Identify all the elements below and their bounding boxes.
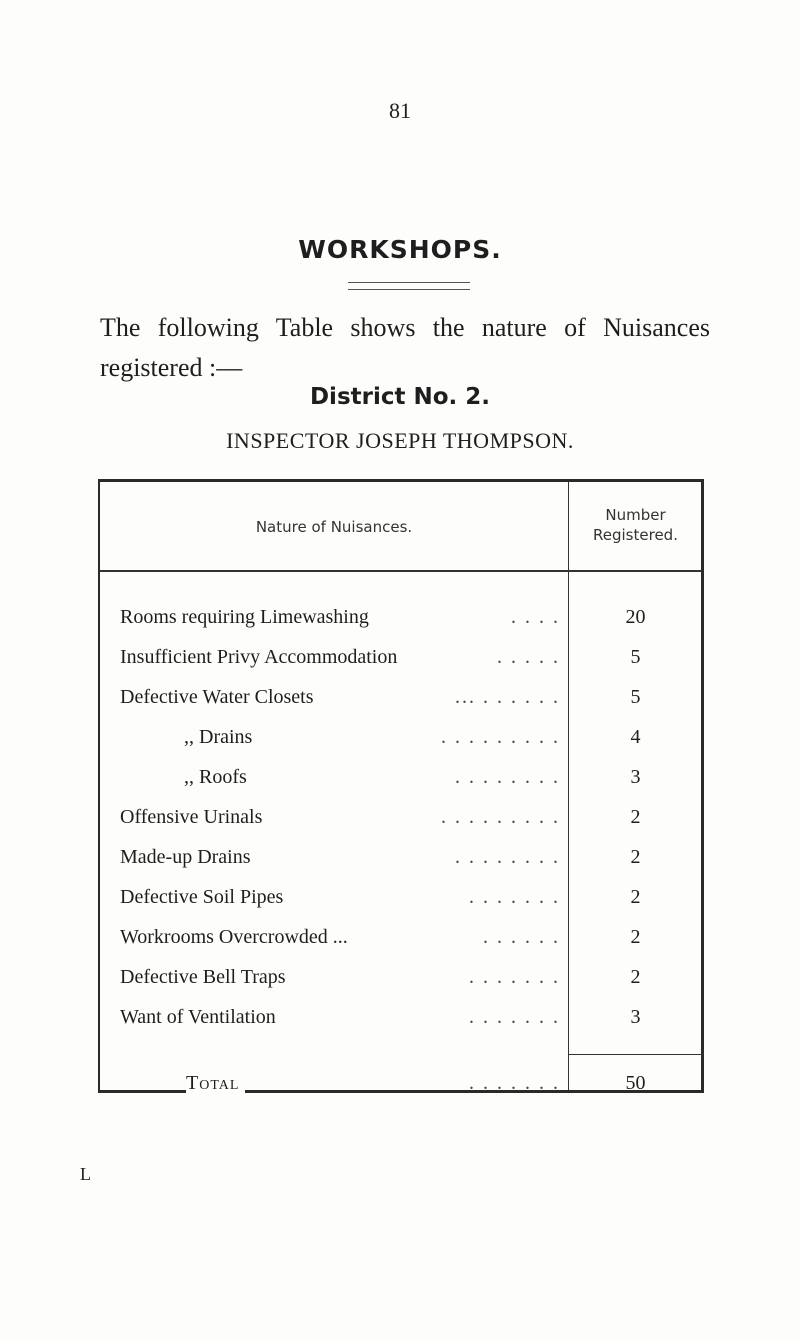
table-row (100, 766, 703, 806)
nuisance-label: Defective Soil Pipes (120, 886, 289, 909)
leader-dots: . . . . . . (483, 926, 560, 948)
leader-dots: . . . . . . . (469, 1072, 560, 1094)
leader-dots: . . . . . . . . . (441, 806, 560, 828)
table-row (100, 1006, 703, 1046)
total-label: Total (186, 1072, 245, 1095)
nuisance-label: ,, Roofs (184, 766, 253, 789)
number-registered: 4 (630, 726, 641, 748)
leader-dots: . . . . . . . (469, 966, 560, 988)
leader-dots: . . . . . . . (469, 886, 560, 908)
number-registered: 2 (630, 966, 641, 988)
number-registered: 5 (630, 686, 641, 708)
header-rule (100, 570, 701, 572)
section-heading: WORKSHOPS. (298, 235, 502, 264)
table-row (100, 886, 703, 926)
table-row (100, 606, 703, 646)
nuisance-label: Want of Ventilation (120, 1006, 282, 1029)
leader-dots: . . . . . (497, 646, 560, 668)
number-registered: 5 (630, 646, 641, 668)
table-row (100, 686, 703, 726)
table-row (100, 926, 703, 966)
column-header-number-text: Number Registered. (593, 506, 678, 544)
number-registered: 2 (630, 886, 641, 908)
leader-dots: ... . . . . . . (455, 686, 560, 708)
nuisance-label: Made-up Drains (120, 846, 257, 869)
number-registered: 2 (630, 806, 641, 828)
number-registered: 3 (630, 1006, 641, 1028)
signature-mark: L (80, 1164, 91, 1184)
nuisance-label: Rooms requiring Limewashing (120, 606, 375, 629)
number-registered: 20 (625, 606, 646, 628)
leader-dots: . . . . . . . . . (441, 726, 560, 748)
total-rule (568, 1054, 703, 1055)
leader-dots: . . . . . . . (469, 1006, 560, 1028)
column-header-nature: Nature of Nuisances. (255, 518, 413, 536)
column-header-number (568, 505, 703, 545)
number-registered: 2 (630, 926, 641, 948)
nuisances-table (98, 479, 704, 1093)
nuisance-label: ,, Drains (184, 726, 258, 749)
page-number: 81 (389, 98, 411, 123)
number-registered: 3 (630, 766, 641, 788)
total-value: 50 (625, 1072, 646, 1094)
table-row (100, 726, 703, 766)
table-row (100, 806, 703, 846)
heading-rule (348, 282, 470, 290)
table-row (100, 646, 703, 686)
leader-dots: . . . . . . . . (455, 846, 560, 868)
nuisance-label: Insufficient Privy Accommodation (120, 646, 403, 669)
nuisance-label: Offensive Urinals (120, 806, 268, 829)
nuisance-label: Workrooms Overcrowded ... (120, 926, 354, 949)
leader-dots: . . . . (511, 606, 560, 628)
number-registered: 2 (630, 846, 641, 868)
leader-dots: . . . . . . . . (455, 766, 560, 788)
table-row (100, 966, 703, 1006)
nuisance-label: Defective Water Closets (120, 686, 320, 709)
intro-paragraph: The following Table shows the nature of Nuisances registered :— (100, 313, 710, 382)
inspector-name: INSPECTOR JOSEPH THOMPSON. (226, 428, 574, 453)
table-row (100, 846, 703, 886)
nuisance-label: Defective Bell Traps (120, 966, 292, 989)
district-title: District No. 2. (309, 384, 491, 410)
